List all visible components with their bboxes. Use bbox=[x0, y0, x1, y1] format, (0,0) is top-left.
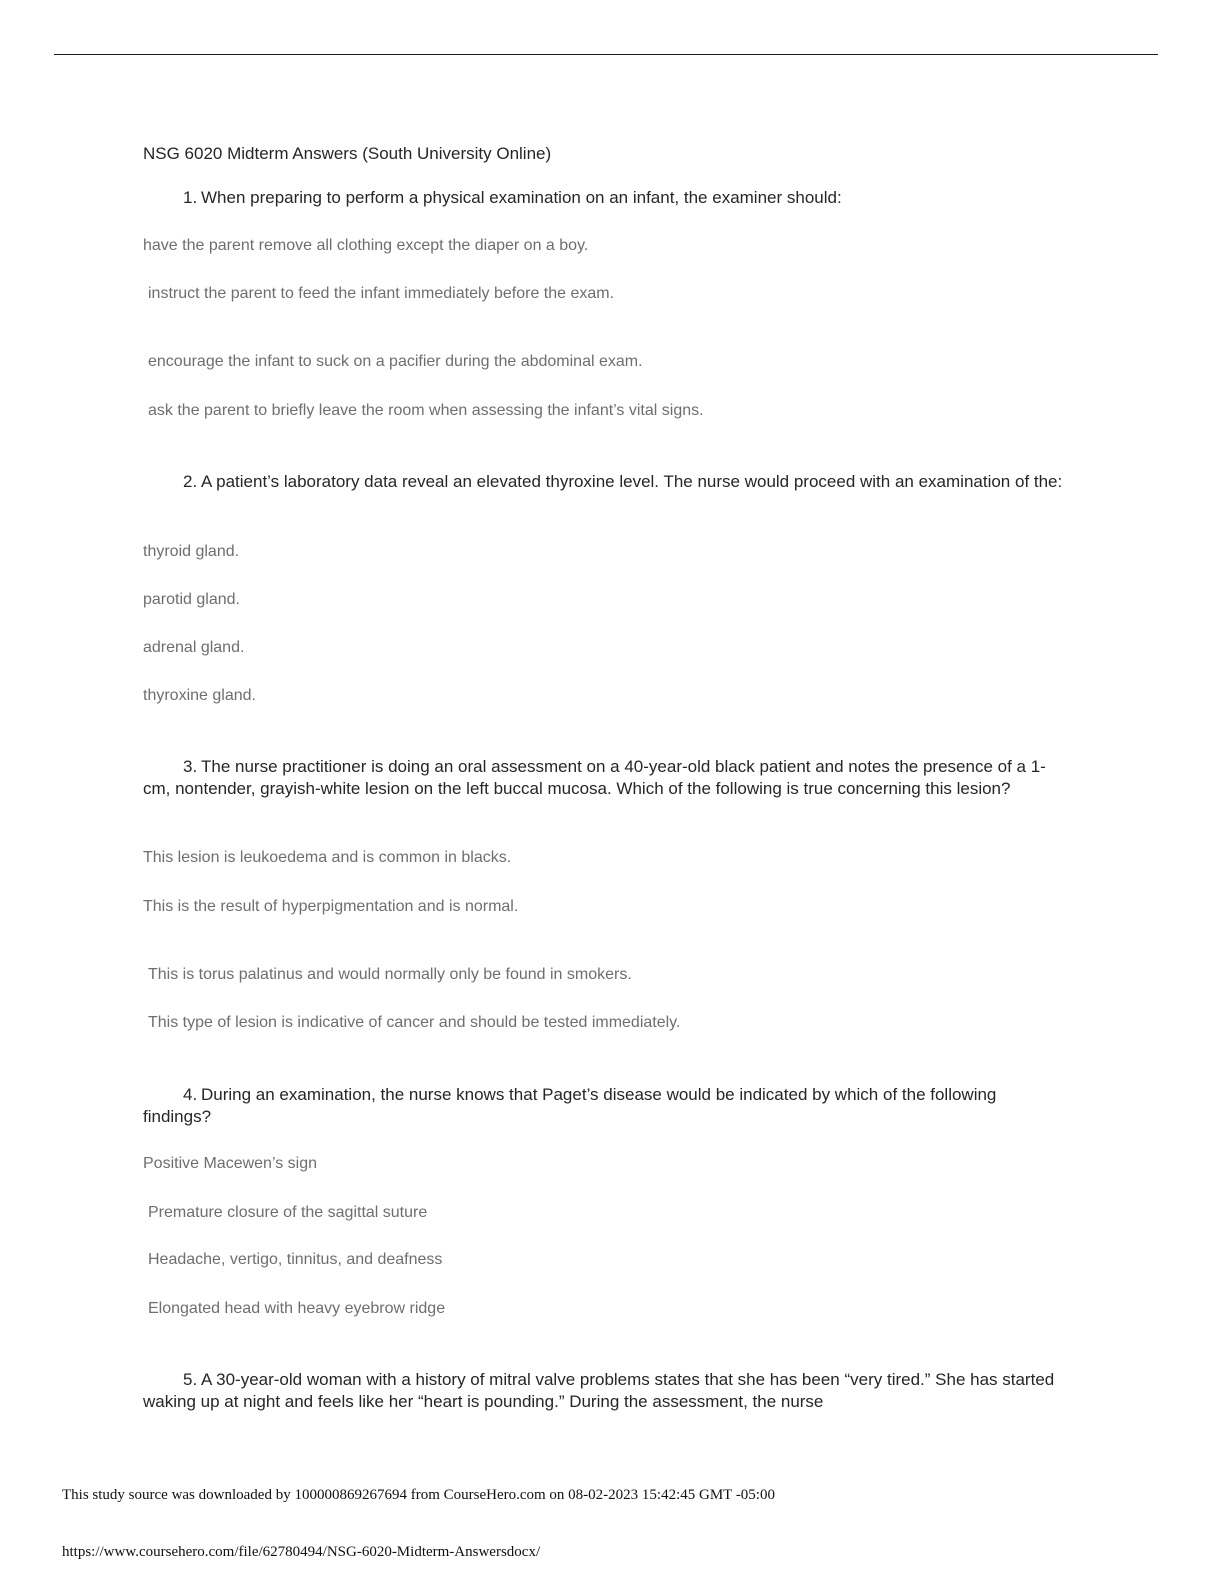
answer-option: Headache, vertigo, tinnitus, and deafness bbox=[148, 1251, 443, 1268]
question-text: When preparing to perform a physical examination on an infant, the examiner should: bbox=[201, 188, 842, 207]
answer-option: thyroxine gland. bbox=[143, 687, 256, 704]
download-source-notice: This study source was downloaded by 100000869267694 from CourseHero.com on 08-02-2023 15:42:45 GMT -05:00 bbox=[62, 1487, 775, 1503]
question-number: 1. bbox=[183, 188, 198, 207]
answer-option: Elongated head with heavy eyebrow ridge bbox=[148, 1300, 446, 1317]
answer-option: ask the parent to briefly leave the room when assessing the infant’s vital signs. bbox=[148, 402, 704, 419]
answer-option: adrenal gland. bbox=[143, 639, 245, 656]
answer-option: This lesion is leukoedema and is common in blacks. bbox=[143, 849, 512, 866]
top-rule bbox=[54, 54, 1158, 55]
answer-option: thyroid gland. bbox=[143, 543, 240, 560]
answer-option: parotid gland. bbox=[143, 591, 240, 608]
question-text: A patient’s laboratory data reveal an elevated thyroxine level. The nurse would proceed with an examination of the: bbox=[201, 472, 1063, 491]
question-text: The nurse practitioner is doing an oral assessment on a 40-year-old black patient and notes the presence of a 1-cm, nontender, grayish-white lesion on the left buccal mucosa. Which of the following is true concerning this lesion? bbox=[143, 757, 1046, 798]
question-4 bbox=[143, 1084, 1063, 1128]
answer-option: encourage the infant to suck on a pacifier during the abdominal exam. bbox=[148, 353, 643, 370]
question-number: 2. bbox=[183, 472, 198, 491]
question-2 bbox=[143, 471, 1063, 493]
question-text: During an examination, the nurse knows that Paget’s disease would be indicated by which of the following findings? bbox=[143, 1085, 997, 1126]
question-5 bbox=[143, 1369, 1063, 1413]
answer-option: have the parent remove all clothing except the diaper on a boy. bbox=[143, 237, 589, 254]
source-url: https://www.coursehero.com/file/62780494/NSG-6020-Midterm-Answersdocx/ bbox=[62, 1544, 541, 1560]
question-number: 5. bbox=[183, 1370, 198, 1389]
question-number: 4. bbox=[183, 1085, 198, 1104]
question-3 bbox=[143, 756, 1063, 800]
answer-option: instruct the parent to feed the infant immediately before the exam. bbox=[148, 285, 615, 302]
answer-option: This is the result of hyperpigmentation and is normal. bbox=[143, 898, 519, 915]
question-number: 3. bbox=[183, 757, 198, 776]
answer-option: Premature closure of the sagittal suture bbox=[148, 1204, 428, 1221]
answer-option: This type of lesion is indicative of cancer and should be tested immediately. bbox=[148, 1014, 681, 1031]
answer-option: Positive Macewen’s sign bbox=[143, 1155, 318, 1172]
document-title: NSG 6020 Midterm Answers (South University Online) bbox=[143, 144, 552, 163]
answer-option: This is torus palatinus and would normally only be found in smokers. bbox=[148, 966, 632, 983]
question-1 bbox=[143, 187, 1063, 209]
question-text: A 30-year-old woman with a history of mitral valve problems states that she has been “very tired.” She has started waking up at night and feels like her “heart is pounding.” During the assessment, the nurse bbox=[143, 1370, 1055, 1411]
